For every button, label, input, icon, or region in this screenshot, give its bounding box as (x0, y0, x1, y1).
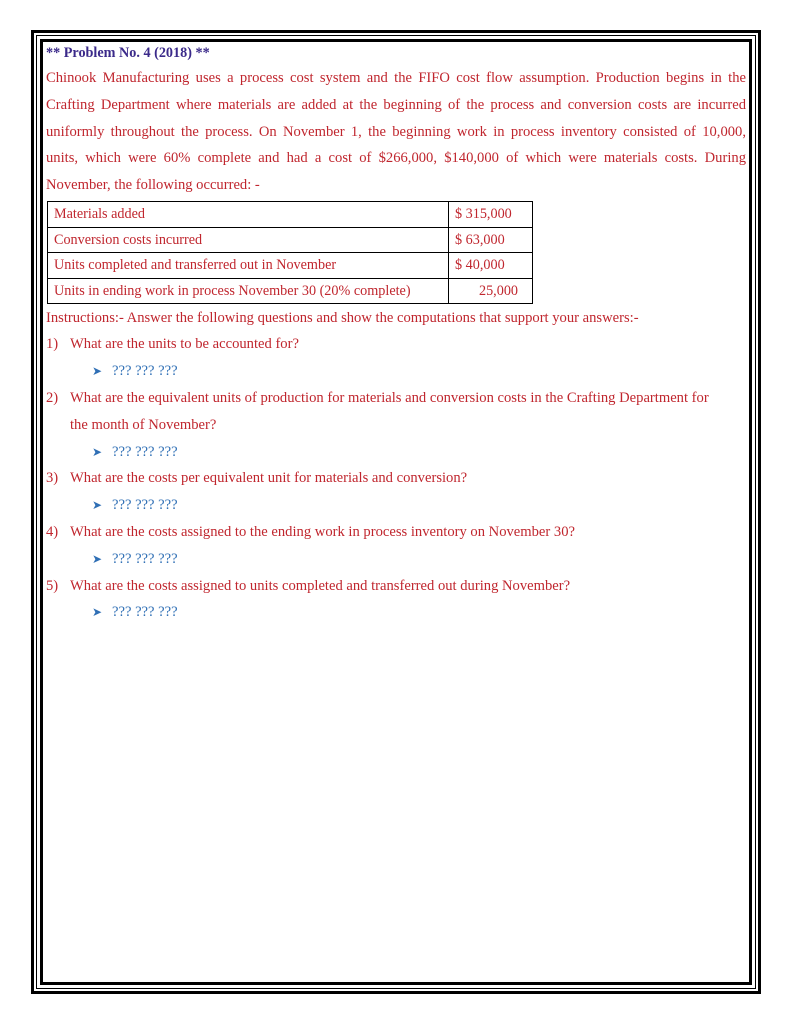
intro-line: Chinook Manufacturing uses a process cost system and the FIFO cost flow assumption. Production begins in the (46, 70, 746, 86)
question-number: 3) (46, 470, 59, 487)
answer-1 (46, 358, 746, 385)
answer-5 (46, 599, 746, 626)
intro-paragraph (46, 65, 746, 199)
answer-2 (46, 439, 746, 466)
intro-line: units, which were 60% complete and had a cost of $266,000, $140,000 of which were materials costs. During (46, 150, 746, 167)
question-text: What are the costs assigned to the ending work in process inventory on November 30? (70, 523, 575, 540)
answer-text: ??? ??? ??? (112, 363, 178, 380)
question-text: What are the costs assigned to units completed and transferred out during November? (70, 577, 571, 594)
question-number: 2) (46, 389, 59, 406)
question-text: What are the equivalent units of production for materials and conversion costs in the Crafting Department for (70, 389, 709, 406)
answer-text: ??? ??? ??? (112, 497, 178, 514)
table-row (48, 253, 533, 279)
problem-title: ** Problem No. 4 (2018) ** (46, 45, 210, 61)
problem-content (46, 41, 746, 626)
answer-text: ??? ??? ??? (112, 550, 178, 567)
fact-label: Units in ending work in process November 30 (20% complete) (48, 278, 449, 304)
november-facts-table (47, 201, 533, 304)
intro-line: uniformly throughout the process. On November 1, the beginning work in process inventory consisted of 10,000, (46, 123, 746, 140)
arrow-bullet-icon: ➤ (92, 605, 103, 620)
fact-value: $ 63,000 (449, 227, 533, 253)
table-row (48, 227, 533, 253)
question-number: 1) (46, 336, 59, 353)
intro-line: Crafting Department where materials are added at the beginning of the process and conversion costs are incurred (46, 96, 746, 113)
answer-4 (46, 546, 746, 573)
arrow-bullet-icon: ➤ (92, 444, 103, 459)
fact-value: $ 315,000 (449, 201, 533, 227)
fact-label: Materials added (48, 201, 449, 227)
question-5 (46, 573, 746, 600)
instructions-text: Instructions:- Answer the following questions and show the computations that support your answers:- (46, 310, 639, 327)
intro-line: November, the following occurred: - (46, 177, 260, 194)
fact-value: 25,000 (449, 278, 533, 304)
fact-label: Units completed and transferred out in November (48, 253, 449, 279)
question-2 (46, 385, 746, 412)
question-text: What are the units to be accounted for? (70, 336, 299, 353)
fact-value: $ 40,000 (449, 253, 533, 279)
answer-3 (46, 492, 746, 519)
question-1 (46, 331, 746, 358)
question-number: 4) (46, 523, 59, 540)
question-2-continuation: the month of November? (70, 416, 217, 433)
arrow-bullet-icon: ➤ (92, 498, 103, 513)
question-4 (46, 519, 746, 546)
arrow-bullet-icon: ➤ (92, 364, 103, 379)
table-row (48, 278, 533, 304)
answer-text: ??? ??? ??? (112, 604, 178, 621)
fact-label: Conversion costs incurred (48, 227, 449, 253)
arrow-bullet-icon: ➤ (92, 551, 103, 566)
question-number: 5) (46, 577, 59, 594)
question-text: What are the costs per equivalent unit for materials and conversion? (70, 470, 468, 487)
question-3 (46, 465, 746, 492)
answer-text: ??? ??? ??? (112, 443, 178, 460)
table-row (48, 201, 533, 227)
